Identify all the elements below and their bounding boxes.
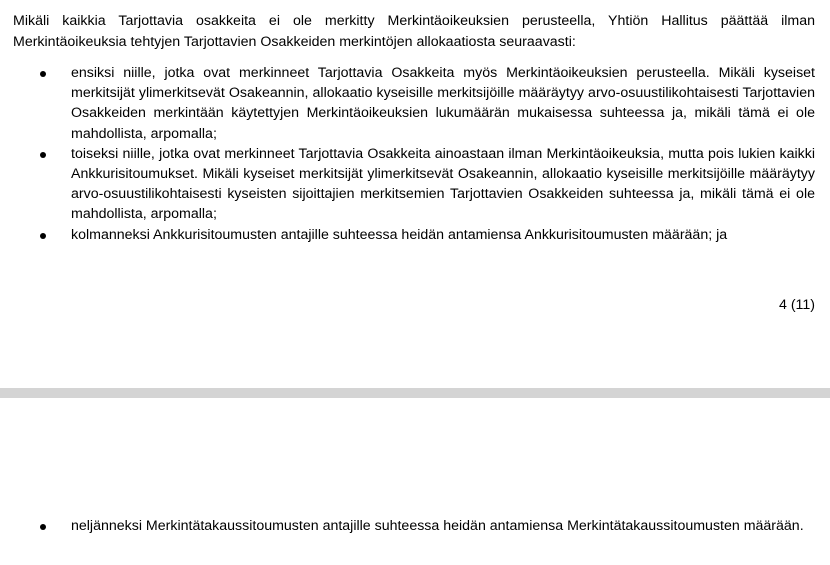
allocation-list (0, 63, 830, 245)
intro-paragraph: Mikäli kaikkia Tarjottavia osakkeita ei ole merkitty Merkintäoikeuksien perusteella, Yhtiön Hallitus päättää ilman Merkintäoikeuksia tehtyjen Tarjottavien Osakkeiden merkintöjen allokaatiosta seuraavasti: (13, 13, 815, 50)
list-item (0, 63, 830, 144)
bullet-icon (40, 152, 46, 158)
list-item-text: neljänneksi Merkintätakaussitoumusten antajille suhteessa heidän antamiensa Merkintätakaussitoumusten määrään. (71, 518, 804, 534)
list-item-text: kolmanneksi Ankkurisitoumusten antajille suhteessa heidän antamiensa Ankkurisitoumusten määrään; ja (71, 226, 728, 243)
list-item (0, 516, 830, 536)
allocation-list-continued (0, 516, 830, 536)
bullet-icon (40, 71, 46, 77)
document-page-5 (0, 398, 830, 565)
list-item (0, 225, 830, 245)
page-separator (0, 388, 830, 398)
list-item (0, 144, 830, 225)
page-number: 4 (11) (778, 297, 815, 313)
bullet-icon (40, 233, 46, 239)
list-item-text: ensiksi niille, jotka ovat merkinneet Tarjottavia Osakkeita myös Merkintäoikeuksien perusteella. Mikäli kyseiset merkitsijät ylimerkitsevät Osakeannin, allokaatio kyseisille merkitsijöille määräytyy arvo-osuustilikohtaisesti Tarjottavien Osakkeiden merkintään käytettyjen Merkintäoikeuksien lukumäärän mukaisessa suhteessa ja, mikäli tämä ei ole mahdollista, arpomalla; (71, 65, 815, 142)
list-item-text: toiseksi niille, jotka ovat merkinneet Tarjottavia Osakkeita ainoastaan ilman Merkintäoikeuksia, mutta pois lukien kaikki Ankkurisitoumukset. Mikäli kyseiset merkitsijät ylimerkitsevät Osakeannin, allokaatio kyseisille merkitsijöille määräytyy arvo-osuustilikohtaisesti kyseisten sijoittajien merkitsemien Tarjottavien Osakkeiden suhteessa ja, mikäli tämä ei ole mahdollista, arpomalla; (71, 145, 815, 223)
bullet-icon (40, 524, 46, 530)
